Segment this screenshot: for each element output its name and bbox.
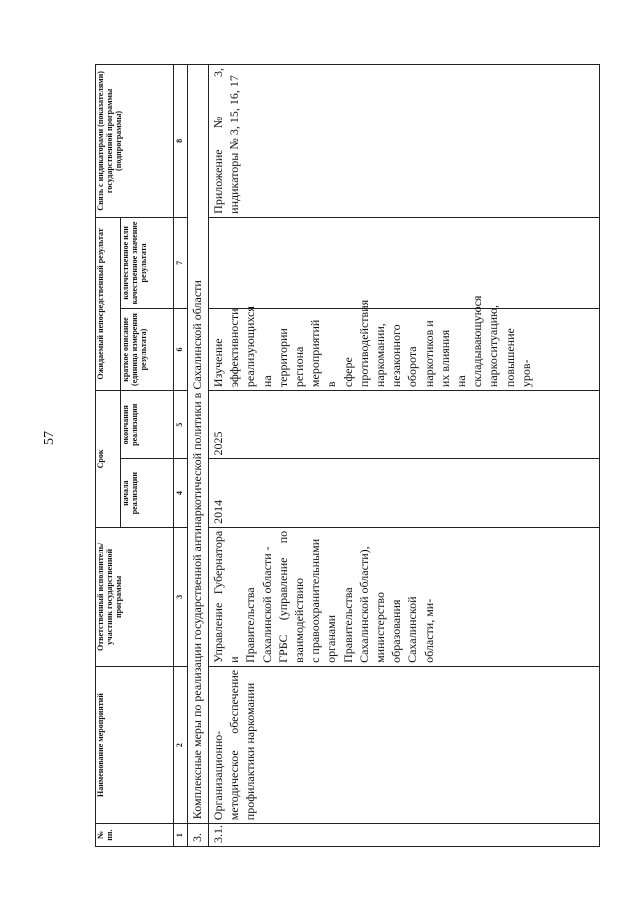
col-num: 1 — [174, 824, 188, 847]
row-number: 3.1. — [209, 824, 600, 847]
row-link: Приложение № 3, индикаторы № 3, 15, 16, 17 — [209, 65, 600, 218]
rotated-table-wrapper — [95, 64, 600, 847]
row-end-year: 2025 — [209, 391, 600, 459]
result-line: незаконного — [389, 324, 404, 388]
responsible-line: образования — [389, 599, 404, 663]
measures-table — [95, 64, 600, 847]
row-responsible — [209, 527, 600, 666]
header-num: № пп. — [96, 824, 174, 847]
row-name: Организационно-методическое обеспечение профилактики наркомании — [209, 666, 600, 823]
header-name: Наименование мероприятий — [96, 666, 174, 823]
col-num: 8 — [174, 65, 188, 218]
header-result-value: количественное или качественное значение результата — [121, 217, 174, 308]
result-line: наркомании, — [373, 323, 388, 388]
result-line: наркоситуацию, повышение уров- — [486, 304, 533, 388]
result-line: наркотиков и — [421, 320, 436, 388]
col-num: 3 — [174, 527, 188, 666]
header-result: Ожидаемый непосредственный результат — [96, 217, 121, 390]
col-num: 6 — [174, 309, 188, 391]
col-num: 7 — [174, 217, 188, 308]
page-number: 57 — [42, 431, 57, 445]
result-line: эффективности реализующихся на — [227, 306, 274, 388]
responsible-line: Сахалинской — [405, 596, 420, 663]
col-num: 5 — [174, 391, 188, 459]
row-result-value — [209, 217, 600, 308]
header-row-1 — [96, 65, 121, 847]
section-title: Комплексные меры по реализации государственной антинаркотической политики в Сахалинской области — [188, 65, 209, 824]
result-line: территории — [275, 328, 290, 388]
column-number-row — [174, 65, 188, 847]
result-line: Изучение — [211, 338, 225, 388]
header-responsible: Ответственный исполнитель/ участник государственной программы — [96, 527, 174, 666]
section-number: 3. — [188, 824, 209, 847]
header-term-end: окончания реализации — [121, 391, 174, 459]
result-line: на складывающуюся — [454, 295, 485, 388]
row-start-year: 2014 — [209, 459, 600, 527]
row-result-short — [209, 295, 600, 391]
col-num: 2 — [174, 666, 188, 823]
result-line: региона мероприятий в — [292, 319, 339, 388]
result-line: их влияния — [437, 329, 452, 388]
header-result-short: краткое описание (единица измерения результата) — [121, 309, 174, 391]
responsible-line: Правительства Сахалинской области - — [243, 546, 274, 663]
result-line: оборота — [405, 346, 420, 388]
responsible-line: Управление Губернатора и — [211, 530, 242, 663]
header-term: Срок — [96, 391, 121, 528]
result-line: сфере противодействия — [340, 299, 371, 388]
responsible-line: ГРБС (управление по взаимодействию — [275, 530, 307, 663]
section-row — [188, 65, 209, 847]
responsible-line: Правительства Сахалинской области), — [340, 546, 371, 663]
col-num: 4 — [174, 459, 188, 527]
table-row — [209, 65, 600, 847]
header-link: Связь с индикаторами (показателями) государственной программы (подпрограммы) — [96, 65, 174, 218]
responsible-line: министерство — [373, 591, 388, 663]
responsible-line: органами — [324, 614, 339, 663]
responsible-line: области, ми- — [421, 598, 436, 663]
header-term-start: начала реализации — [121, 459, 174, 527]
responsible-line: с правоохранительными — [308, 538, 323, 663]
